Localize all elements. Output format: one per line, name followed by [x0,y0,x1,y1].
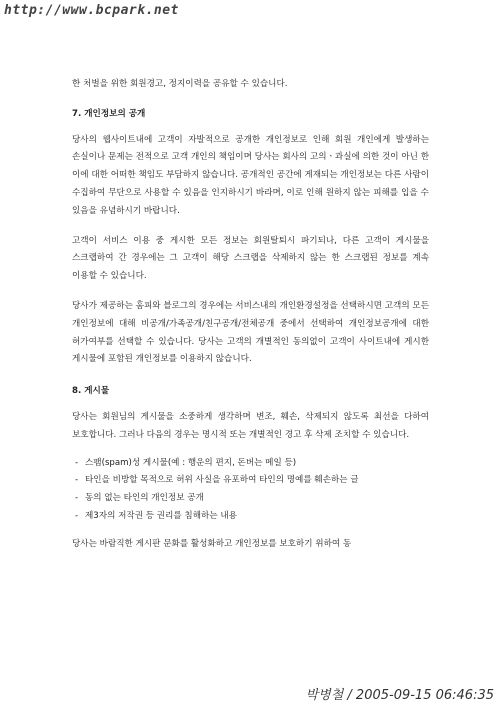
dash-bullet: - [75,510,79,521]
list-item [72,455,429,473]
list-item-text: 동의 없는 타인의 개인정보 공개 [85,493,204,504]
section-8-heading: 8. 게시물 [72,386,110,397]
author-timestamp-watermark: 박병철 / 2005-09-15 06:46:35 [305,688,494,703]
deletion-criteria-list [72,455,429,526]
section-7-heading: 7. 개인정보의 공개 [72,108,146,119]
section-7-paragraph-3: 당사가 제공하는 홈피와 블로그의 경우에는 서비스내의 개인환경설정을 선택하시면 고객의 모든 개인정보에 대해 비공개/가족공개/친구공개/전체공개 중에서 선택하여 개인정보공개에 대한 허가여부를 선택할 수 있습니다. 당사는 고객의 개별적인 동의없이 고객이 사이트내에 게시한 게시물에 포함된 개인정보를 이용하지 않습니다. [72,300,429,365]
document-body [72,76,429,554]
section-7-paragraph-2: 고객이 서비스 이용 중 게시한 모든 정보는 회원탈퇴시 파기되나, 다른 고객이 게시물을 스크랩하여 간 경우에는 그 고객이 해당 스크랩을 삭제하지 않는 한 스크랩된 정보를 계속 이용할 수 있습니다. [72,235,429,282]
site-url-watermark: http://www.bcpark.net [4,3,179,18]
list-item [72,490,429,508]
section-7-paragraph-1: 당사의 웹사이트내에 고객이 자발적으로 공개한 개인정보로 인해 회원 개인에게 발생하는 손실이나 문제는 전적으로 고객 개인의 책임이며 당사는 회사의 고의ㆍ과실에 의한 것이 아닌 한 이에 대한 어떠한 책임도 부담하지 않습니다. 공개적인 공간에 게재되는 개인정보는 다른 사람이 수집하여 무단으로 사용할 수 있음을 인지하시기 바라며, 이로 인해 원하지 않는 피해를 입을 수 있음을 유념하시기 바랍니다. [72,134,429,216]
list-item [72,472,429,490]
list-item-text: 제3자의 저작권 등 권리를 침해하는 내용 [85,510,237,521]
list-item-text: 타인을 비방할 목적으로 허위 사실을 유포하여 타인의 명예를 훼손하는 글 [85,475,359,486]
dash-bullet: - [75,493,79,504]
dash-bullet: - [75,457,79,468]
dash-bullet: - [75,475,79,486]
list-item [72,508,429,526]
section-8-paragraph-2: 당사는 바람직한 게시판 문화를 활성화하고 개인정보를 보호하기 위하여 동 [72,538,352,549]
list-item-text: 스팸(spam)성 게시물(예 : 행운의 편지, 돈버는 메일 등) [85,457,297,468]
section-8-paragraph-1: 당사는 회원님의 게시물을 소중하게 생각하며 변조, 훼손, 삭제되지 않도록 최선을 다하여 보호합니다. 그러나 다음의 경우는 명시적 또는 개별적인 경고 후 삭제 조치할 수 있습니다. [72,411,429,440]
intro-paragraph: 한 처벌을 위한 회원경고, 정지이력을 공유할 수 있습니다. [72,79,288,89]
